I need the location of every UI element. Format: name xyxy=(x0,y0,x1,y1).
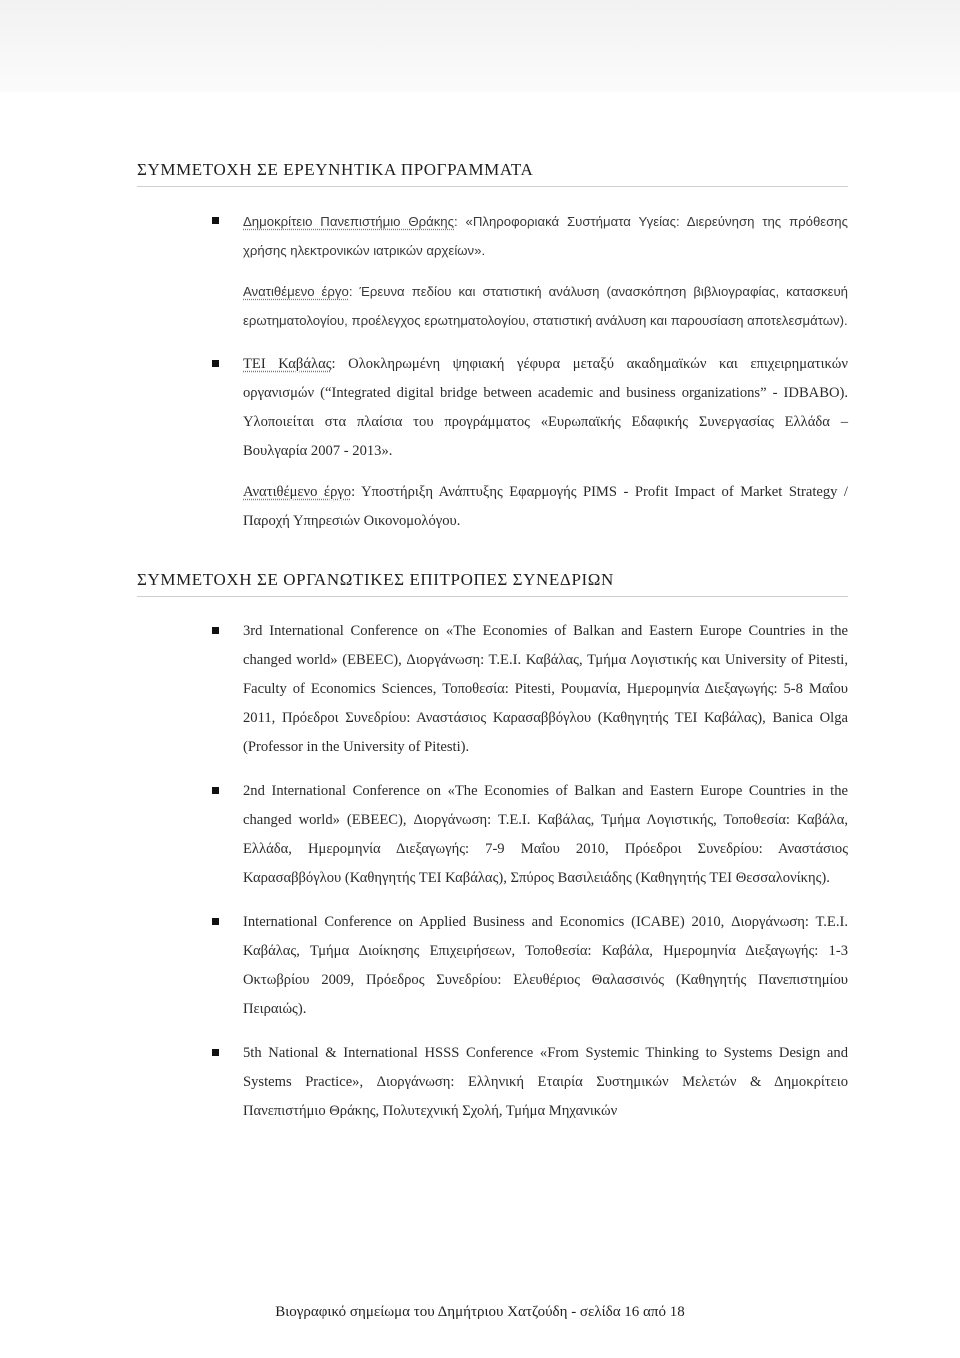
list-item xyxy=(137,617,848,762)
research-programs-list xyxy=(137,207,848,536)
program-description xyxy=(243,350,848,466)
list-item xyxy=(137,1039,848,1126)
task-text: : Υποστήριξη Ανάπτυξης Εφαρμογής PIMS - Profit Impact of Market Strategy / Παροχή Υπηρεσιών Οικονομολόγου. xyxy=(243,484,848,529)
bullet-icon xyxy=(212,627,219,634)
research-programs-heading: ΣΥΜΜΕΤΟΧΗ ΣΕ ΕΡΕΥΝΗΤΙΚΑ ΠΡΟΓΡΑΜΜΑΤΑ xyxy=(137,160,848,187)
program-text: : Ολοκληρωμένη ψηφιακή γέφυρα μεταξύ ακαδημαϊκών και επιχειρηματικών οργανισμών (“Integrated digital bridge between academic and business organizations” - IDBABO). Υλοποιείται στα πλαίσια του προγράμματος «Ευρωπαϊκής Εδαφικής Συνεργασίας Ελλάδα – Βουλγαρία 2007 - 2013». xyxy=(243,356,848,459)
bullet-icon xyxy=(212,217,219,224)
program-description xyxy=(243,207,848,265)
program-task xyxy=(243,277,848,335)
page-footer: Βιογραφικό σημείωμα του Δημήτριου Χατζούδη - σελίδα 16 από 18 xyxy=(275,1304,685,1320)
list-item xyxy=(137,777,848,893)
bullet-icon xyxy=(212,1049,219,1056)
list-item xyxy=(137,350,848,536)
program-text: : «Πληροφοριακά Συστήματα Υγείας: Διερεύνηση της πρόθεσης χρήσης ηλεκτρονικών ιατρικών αρχείων». xyxy=(243,214,848,258)
top-band xyxy=(0,0,960,92)
task-text: : Έρευνα πεδίου και στατιστική ανάλυση (ανασκόπηση βιβλιογραφίας, κατασκευή ερωτηματολογίου, προέλεγχος ερωτηματολογίου, στατιστική ανάλυση και παρουσίαση αποτελεσμάτων). xyxy=(243,284,848,328)
task-label: Ανατιθέμενο έργο xyxy=(243,284,349,299)
organizing-committees-list xyxy=(137,617,848,1126)
task-label: Ανατιθέμενο έργο xyxy=(243,484,352,500)
bullet-icon xyxy=(212,360,219,367)
organizing-committees-heading: ΣΥΜΜΕΤΟΧΗ ΣΕ ΟΡΓΑΝΩΤΙΚΕΣ ΕΠΙΤΡΟΠΕΣ ΣΥΝΕΔΡΙΩΝ xyxy=(137,570,848,597)
program-task xyxy=(243,478,848,536)
conference-entry: 2nd International Conference on «The Economies of Balkan and Eastern Europe Countries in the changed world» (EBEEC), Διοργάνωση: Τ.Ε.Ι. Καβάλας, Τμήμα Λογιστικής, Τοποθεσία: Καβάλα, Ελλάδα, Ημερομηνία Διεξαγωγής: 7-9 Μαΐου 2010, Πρόεδροι Συνεδρίου: Αναστάσιος Καρασαββόγλου (Καθηγητής ΤΕΙ Καβάλας), Σπύρος Βασιλειάδης (Καθηγητής ΤΕΙ Θεσσαλονίκης). xyxy=(243,783,848,886)
list-item xyxy=(137,908,848,1024)
list-item xyxy=(137,207,848,335)
page-content xyxy=(137,160,848,1141)
conference-entry: 3rd International Conference on «The Economies of Balkan and Eastern Europe Countries in the changed world» (EBEEC), Διοργάνωση: Τ.Ε.Ι. Καβάλας, Τμήμα Λογιστικής και University of Pitesti, Faculty of Economics Sciences, Τοποθεσία: Pitesti, Ρουμανία, Ημερομηνία Διεξαγωγής: 5-8 Μαΐου 2011, Πρόεδροι Συνεδρίου: Αναστάσιος Καρασαββόγλου (Καθηγητής ΤΕΙ Καβάλας), Banica Olga (Professor in the University of Pitesti). xyxy=(243,623,848,755)
program-institution: ΤΕΙ Καβάλας xyxy=(243,356,332,372)
bullet-icon xyxy=(212,918,219,925)
conference-entry: International Conference on Applied Business and Economics (ICABE) 2010, Διοργάνωση: Τ.Ε.Ι. Καβάλας, Τμήμα Διοίκησης Επιχειρήσεων, Τοποθεσία: Καβάλα, Ημερομηνία Διεξαγωγής: 1-3 Οκτωβρίου 2009, Πρόεδρος Συνεδρίου: Ελευθέριος Θαλασσινός (Καθηγητής Πανεπιστημίου Πειραιώς). xyxy=(243,914,848,1017)
conference-entry: 5th National & International HSSS Conference «From Systemic Thinking to Systems Design and Systems Practice», Διοργάνωση: Ελληνική Εταιρία Συστημικών Μελετών & Δημοκρίτειο Πανεπιστήμιο Θράκης, Πολυτεχνική Σχολή, Τμήμα Μηχανικών xyxy=(243,1045,848,1119)
program-institution: Δημοκρίτειο Πανεπιστήμιο Θράκης xyxy=(243,214,454,229)
bullet-icon xyxy=(212,787,219,794)
